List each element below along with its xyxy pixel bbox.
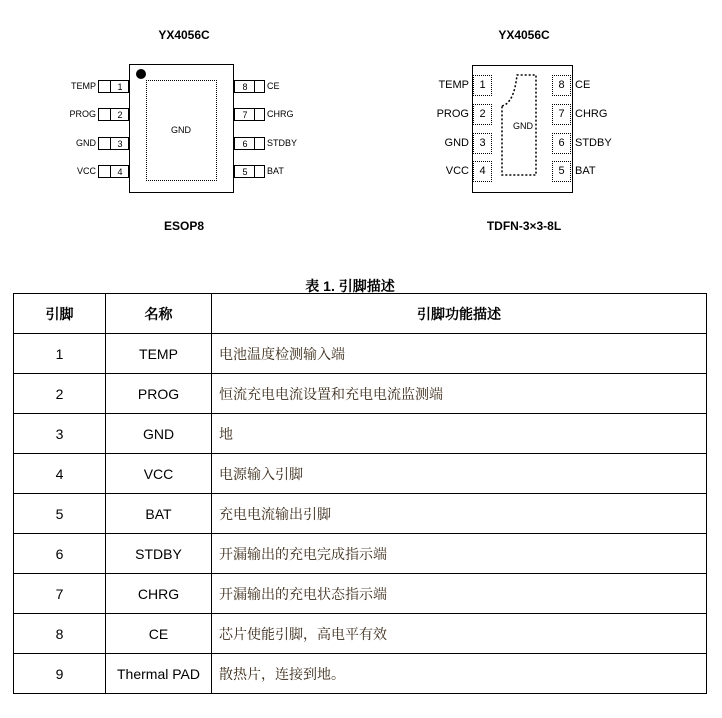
table-caption: 表 1. 引脚描述	[305, 278, 395, 294]
tdfn-title: YX4056C	[498, 28, 550, 42]
tdfn-pin-pad: 4	[473, 161, 492, 182]
esop8-pin-label: PROG	[69, 109, 96, 119]
esop8-pin-label: GND	[76, 138, 96, 148]
esop8-pin-lead	[98, 108, 129, 121]
cell-pin-description: 开漏输出的充电完成指示端	[212, 534, 707, 574]
esop8-pin-label: VCC	[76, 166, 96, 176]
esop8-package-name: ESOP8	[163, 219, 205, 233]
esop8-pin-lead	[98, 165, 129, 178]
cell-pin-number: 5	[14, 494, 106, 534]
tdfn-pin-label: GND	[444, 137, 469, 149]
cell-pin-name: CHRG	[106, 574, 212, 614]
cell-pin-name: BAT	[106, 494, 212, 534]
cell-pin-description: 充电电流输出引脚	[212, 494, 707, 534]
esop8-pin-number: 8	[242, 82, 248, 92]
tdfn-pin-label: PROG	[436, 108, 469, 120]
table-row	[14, 654, 707, 694]
tdfn-pin-label: TEMP	[438, 79, 469, 91]
esop8-pin-label: TEMP	[70, 81, 96, 91]
cell-pin-description: 芯片使能引脚，高电平有效	[212, 614, 707, 654]
tdfn-pin-pad: 8	[552, 75, 571, 96]
cell-pin-name: TEMP	[106, 334, 212, 374]
cell-pin-description: 电源输入引脚	[212, 454, 707, 494]
cell-pin-name: CE	[106, 614, 212, 654]
tdfn-pin-pad: 1	[473, 75, 492, 96]
esop8-pin-lead	[234, 165, 265, 178]
esop8-package-body	[129, 64, 234, 193]
esop8-pin-lead	[234, 80, 265, 93]
cell-pin-number: 6	[14, 534, 106, 574]
tdfn-pin-label: STDBY	[575, 137, 612, 149]
esop8-pin-number: 2	[117, 110, 123, 120]
table-row	[14, 454, 707, 494]
tdfn-pin-pad: 2	[473, 104, 492, 125]
esop8-pin-label: CE	[267, 81, 280, 91]
table-row	[14, 614, 707, 654]
cell-pin-number: 3	[14, 414, 106, 454]
esop8-pin-label: CHRG	[267, 109, 294, 119]
cell-pin-description: 电池温度检测输入端	[212, 334, 707, 374]
header-name: 名称	[106, 294, 212, 334]
esop8-title: YX4056C	[158, 28, 210, 42]
table-row	[14, 374, 707, 414]
table-row	[14, 414, 707, 454]
cell-pin-number: 9	[14, 654, 106, 694]
esop8-pin-lead	[98, 80, 129, 93]
cell-pin-description: 开漏输出的充电状态指示端	[212, 574, 707, 614]
tdfn-package-name: TDFN-3×3-8L	[486, 219, 562, 233]
tdfn-pin-label: BAT	[575, 165, 596, 177]
esop8-pin-lead	[234, 137, 265, 150]
header-description: 引脚功能描述	[212, 294, 707, 334]
esop8-pin-number: 5	[242, 167, 248, 177]
esop8-pin-number: 6	[242, 139, 248, 149]
esop8-pin-lead	[98, 137, 129, 150]
tdfn-pin-pad: 6	[552, 133, 571, 154]
cell-pin-number: 8	[14, 614, 106, 654]
cell-pin-description: 恒流充电电流设置和充电电流监测端	[212, 374, 707, 414]
esop8-pin-label: BAT	[267, 166, 284, 176]
esop8-pin-number: 1	[117, 82, 123, 92]
cell-pin-number: 1	[14, 334, 106, 374]
cell-pin-description: 地	[212, 414, 707, 454]
cell-pin-name: GND	[106, 414, 212, 454]
esop8-center-label: GND	[171, 125, 191, 135]
table-row	[14, 494, 707, 534]
tdfn-center-label: GND	[513, 121, 533, 131]
tdfn-pin-label: CHRG	[575, 108, 608, 120]
header-pin: 引脚	[14, 294, 106, 334]
table-row	[14, 534, 707, 574]
cell-pin-name: Thermal PAD	[106, 654, 212, 694]
pin1-marker	[136, 69, 146, 79]
cell-pin-name: STDBY	[106, 534, 212, 574]
esop8-pin-number: 4	[117, 167, 123, 177]
cell-pin-number: 7	[14, 574, 106, 614]
tdfn-pin-pad: 7	[552, 104, 571, 125]
table-row	[14, 574, 707, 614]
tdfn-pin-label: VCC	[445, 165, 469, 177]
cell-pin-name: PROG	[106, 374, 212, 414]
tdfn-pin-pad: 3	[473, 133, 492, 154]
esop8-pin-lead	[234, 108, 265, 121]
cell-pin-number: 4	[14, 454, 106, 494]
esop8-pin-label: STDBY	[267, 138, 298, 148]
pin-description-table	[13, 293, 707, 694]
table-row	[14, 334, 707, 374]
cell-pin-name: VCC	[106, 454, 212, 494]
tdfn-pin-label: CE	[575, 79, 591, 91]
cell-pin-number: 2	[14, 374, 106, 414]
esop8-pin-number: 3	[117, 139, 123, 149]
esop8-pin-number: 7	[242, 110, 248, 120]
cell-pin-description: 散热片，连接到地。	[212, 654, 707, 694]
table-header-row	[14, 294, 707, 334]
tdfn-pin-pad: 5	[552, 161, 571, 182]
